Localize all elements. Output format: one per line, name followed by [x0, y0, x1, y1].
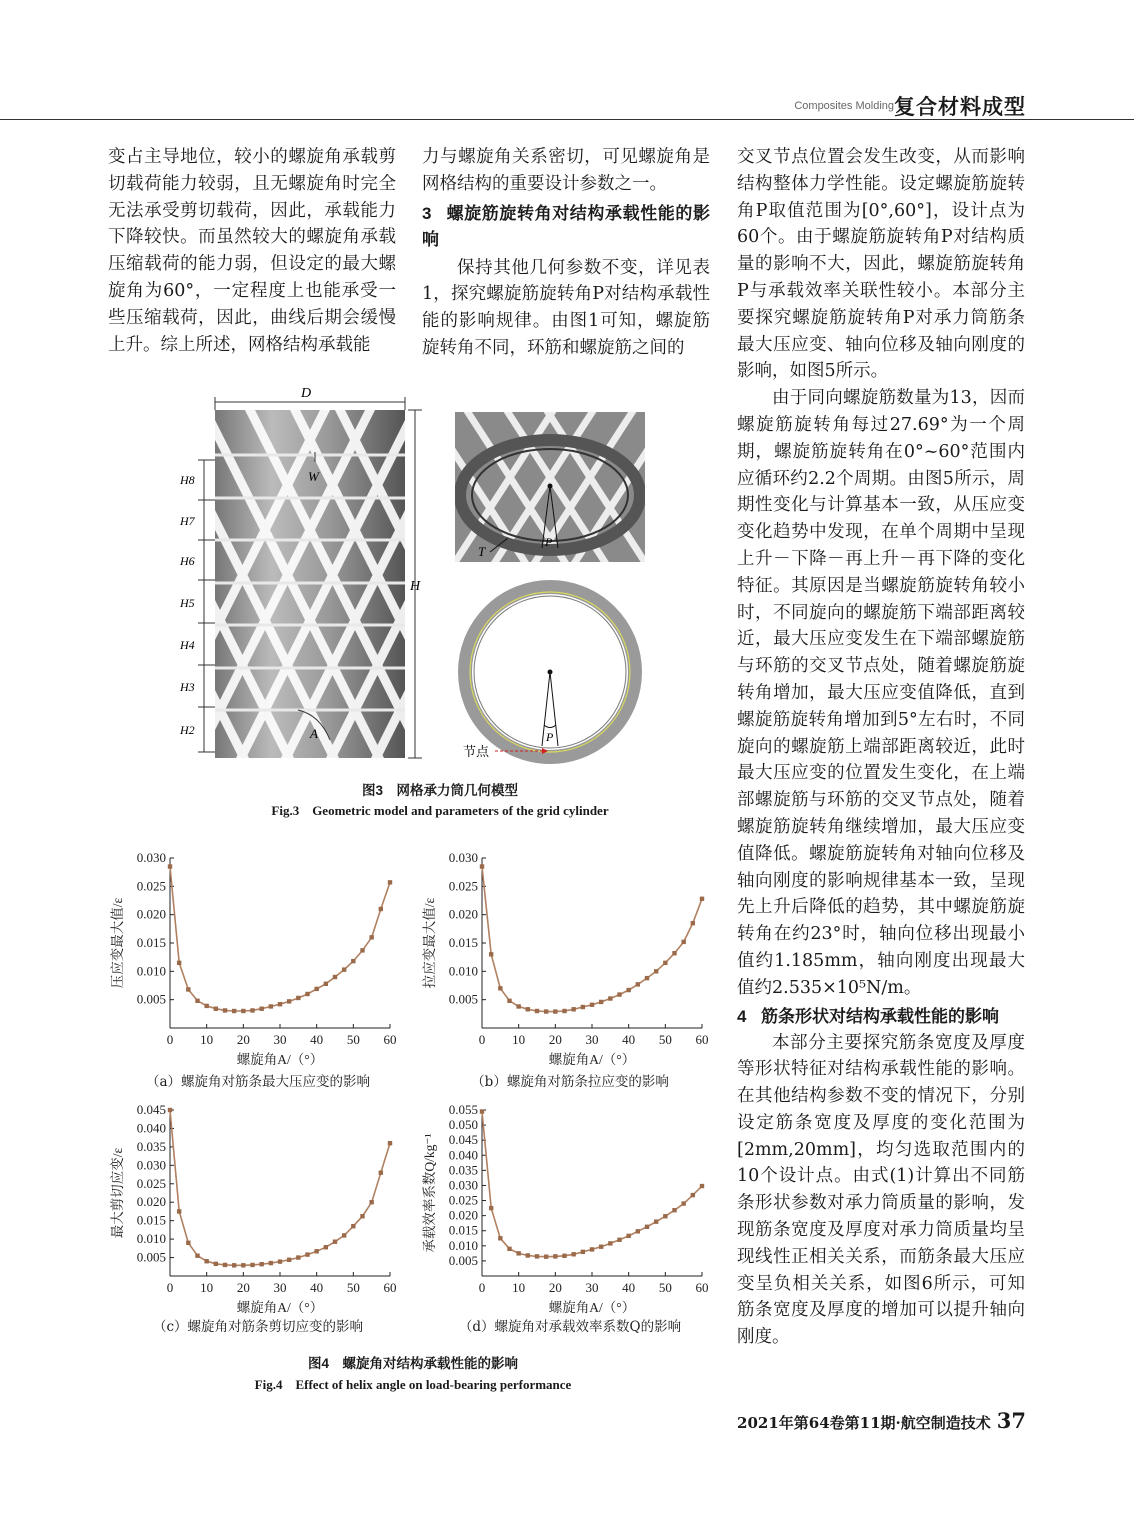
x-axis-label: 螺旋角A/（°） — [236, 1052, 324, 1067]
y-tick-label: 0.020 — [448, 1207, 478, 1223]
figure-3 — [170, 380, 710, 775]
data-point — [553, 1009, 557, 1013]
x-tick-label: 50 — [346, 1032, 360, 1047]
paragraph: 变占主导地位，较小的螺旋角承载剪切载荷能力较弱，且无螺旋角时完全无法承受剪切载荷，因此，承载能力下降较快。而虽然较大的螺旋角承载压缩载荷的能力弱，但设定的最大螺旋角为60°，一定程度上也能承受一些压缩载荷，因此，曲线后期会缓慢上升。综上所述，网格结构承载能 — [108, 147, 396, 355]
y-tick-label: 0.015 — [448, 935, 478, 950]
chart-c-svg — [108, 1100, 408, 1315]
text-column-3 — [737, 144, 1025, 1351]
data-point — [287, 999, 291, 1003]
y-tick-label: 0.045 — [136, 1102, 166, 1117]
y-axis-label: 承载效率系数Q/kg⁻¹ — [422, 1133, 437, 1253]
chart-a-subcaption: （a）螺旋角对筋条最大压应变的影响 — [145, 1074, 371, 1090]
dim-label-h3: H3 — [180, 680, 195, 694]
section-title: 筋条形状对结构承载性能的影响 — [761, 1006, 999, 1026]
header-rule — [0, 119, 1134, 120]
x-tick-label: 10 — [200, 1280, 214, 1295]
y-tick-label: 0.025 — [448, 1192, 478, 1208]
chart-b — [420, 848, 720, 1068]
data-point — [700, 897, 704, 901]
data-point — [581, 1005, 585, 1009]
dim-label-h8: H8 — [180, 473, 195, 487]
section-heading-3 — [422, 201, 710, 253]
x-tick-label: 30 — [585, 1280, 599, 1295]
chart-d-svg — [420, 1100, 720, 1315]
data-point — [700, 1184, 704, 1188]
y-tick-label: 0.040 — [136, 1120, 166, 1136]
y-tick-label: 0.015 — [448, 1222, 478, 1238]
data-point — [498, 986, 502, 990]
dim-label-t: T — [478, 544, 486, 559]
x-tick-label: 20 — [548, 1032, 562, 1047]
data-point — [526, 1007, 530, 1011]
data-point — [672, 951, 676, 955]
data-point — [269, 1004, 273, 1008]
x-axis-label: 螺旋角A/（°） — [548, 1300, 636, 1315]
x-tick-label: 40 — [310, 1280, 324, 1295]
data-point — [626, 1234, 630, 1238]
figure-4-caption-en: Fig.4 Effect of helix angle on load-bearing performance — [254, 1377, 572, 1392]
data-point — [507, 1247, 511, 1251]
x-tick-label: 20 — [236, 1032, 250, 1047]
x-tick-label: 60 — [383, 1280, 397, 1295]
page-number: 37 — [996, 1408, 1026, 1433]
data-point — [489, 1206, 493, 1210]
dim-label-h6: H6 — [180, 554, 195, 568]
data-point — [214, 1262, 218, 1266]
series-line — [170, 867, 390, 1012]
data-point — [645, 1225, 649, 1229]
figure-3-caption-cn: 图3 网格承力筒几何模型 — [361, 783, 518, 798]
x-tick-label: 20 — [236, 1280, 250, 1295]
figure-4-caption-cn: 图4 螺旋角对结构承载性能的影响 — [307, 1356, 518, 1371]
data-point — [259, 1007, 263, 1011]
paragraph: 保持其他几何参数不变，详见表1，探究螺旋筋旋转角P对结构承载性能的影响规律。由图1可知，螺旋筋旋转角不同，环筋和螺旋筋之间的 — [422, 257, 710, 358]
data-point — [223, 1263, 227, 1267]
data-point — [535, 1009, 539, 1013]
data-point — [333, 975, 337, 979]
dim-label-w: W — [308, 469, 319, 484]
y-tick-label: 0.005 — [136, 991, 166, 1007]
data-point — [296, 1255, 300, 1259]
data-point — [636, 982, 640, 986]
series-line — [482, 1112, 702, 1257]
y-tick-label: 0.020 — [136, 906, 166, 922]
figure-3-drawing — [170, 380, 710, 775]
data-point — [223, 1008, 227, 1012]
y-axis-label: 拉应变最大值/ε — [422, 897, 437, 989]
x-tick-label: 10 — [512, 1280, 526, 1295]
data-point — [663, 961, 667, 965]
data-point — [342, 967, 346, 971]
y-tick-label: 0.010 — [448, 963, 478, 979]
data-point — [608, 996, 612, 1000]
data-point — [553, 1254, 557, 1258]
dim-label-h2: H2 — [180, 723, 195, 737]
section-heading-4 — [737, 1004, 1025, 1030]
x-tick-label: 0 — [478, 1280, 486, 1295]
section-number: 4 — [737, 1006, 747, 1026]
series-line — [482, 867, 702, 1012]
data-point — [654, 1219, 658, 1223]
y-tick-label: 0.050 — [448, 1117, 478, 1133]
x-tick-label: 30 — [273, 1280, 287, 1295]
data-point — [599, 1245, 603, 1249]
data-point — [617, 992, 621, 996]
data-point — [626, 988, 630, 992]
dim-label-h7: H7 — [180, 514, 195, 528]
data-point — [562, 1254, 566, 1258]
data-point — [250, 1008, 254, 1012]
data-point — [681, 940, 685, 944]
x-tick-label: 10 — [512, 1032, 526, 1047]
y-tick-label: 0.055 — [448, 1102, 478, 1117]
y-tick-label: 0.020 — [136, 1194, 166, 1210]
y-tick-label: 0.025 — [136, 878, 166, 894]
y-tick-label: 0.010 — [136, 963, 166, 979]
data-point — [177, 961, 181, 965]
data-point — [590, 1003, 594, 1007]
data-point — [544, 1009, 548, 1013]
data-point — [571, 1252, 575, 1256]
y-tick-label: 0.005 — [448, 1252, 478, 1268]
data-point — [232, 1009, 236, 1013]
x-axis-label: 螺旋角A/（°） — [236, 1300, 324, 1315]
journal-name-en: Composites Molding — [794, 100, 894, 112]
y-tick-label: 0.010 — [136, 1231, 166, 1247]
journal-name-cn: 复合材料成型 — [894, 94, 1026, 119]
data-point — [645, 976, 649, 980]
paragraph: 交叉节点位置会发生改变，从而影响结构整体力学性能。设定螺旋筋旋转角P取值范围为[0°,60°]，设计点为60个。由于螺旋筋旋转角P对结构质量的影响不大，因此，螺旋筋旋转角P与承载效率关联性较小。本部分主要探究螺旋筋旋转角P对承力筒筋条最大压应变、轴向位移及轴向刚度的影响，如图5所示。 — [737, 147, 1025, 382]
y-tick-label: 0.005 — [448, 991, 478, 1007]
data-point — [351, 959, 355, 963]
x-tick-label: 0 — [166, 1280, 174, 1295]
chart-c — [108, 1100, 408, 1315]
y-tick-label: 0.020 — [448, 906, 478, 922]
data-point — [663, 1214, 667, 1218]
data-point — [186, 987, 190, 991]
data-point — [535, 1254, 539, 1258]
data-point — [544, 1254, 548, 1258]
data-point — [342, 1233, 346, 1237]
data-point — [168, 1108, 172, 1112]
data-point — [507, 999, 511, 1003]
data-point — [287, 1258, 291, 1262]
paragraph: 由于同向螺旋筋数量为13，因而螺旋筋旋转角每过27.69°为一个周期，螺旋筋旋转角在0°~60°范围内应循环约2.2个周期。由图5所示，周期性变化与计算基本一致，从压应变变化趋势中发现，在单个周期中呈现上升－下降－再上升－再下降的变化特征。其原因是当螺旋筋旋转角较小时，不同旋向的螺旋筋下端部距离较近，最大压应变发生在下端部螺旋筋与环筋的交叉节点处，随着螺旋筋旋转角增加，最大压应变值降低，直到螺旋筋旋转角增加到5°左右时，不同旋向的螺旋筋上端部距离较近，此时最大压应变的位置发生变化，在上端部螺旋筋与环筋的交叉节点处，随着螺旋筋旋转角继续增加，最大压应变值降低。螺旋筋旋转角对轴向位移及轴向刚度的影响规律基本一致，呈现先上升后降低的趋势，其中螺旋筋旋转角在约23°时，轴向位移出现最小值约1.185mm，轴向刚度出现最大值约2.535×10⁵N/m。 — [737, 388, 1025, 998]
data-point — [333, 1239, 337, 1243]
data-point — [305, 1252, 309, 1256]
data-point — [379, 1171, 383, 1175]
data-point — [388, 880, 392, 884]
y-tick-label: 0.005 — [136, 1249, 166, 1265]
y-tick-label: 0.015 — [136, 935, 166, 950]
data-point — [516, 1004, 520, 1008]
data-point — [195, 999, 199, 1003]
data-point — [351, 1224, 355, 1228]
chart-d — [420, 1100, 720, 1315]
page-footer — [737, 1408, 1026, 1433]
x-tick-label: 60 — [695, 1280, 709, 1295]
figure-3-caption-en: Fig.3 Geometric model and parameters of the grid cylinder — [271, 803, 609, 818]
data-point — [608, 1241, 612, 1245]
x-tick-label: 60 — [695, 1032, 709, 1047]
data-point — [599, 1000, 603, 1004]
data-point — [324, 1245, 328, 1249]
y-tick-label: 0.030 — [448, 850, 478, 865]
data-point — [360, 948, 364, 952]
data-point — [204, 1259, 208, 1263]
data-point — [526, 1253, 530, 1257]
y-tick-label: 0.015 — [136, 1212, 166, 1228]
data-point — [654, 969, 658, 973]
x-tick-label: 0 — [166, 1032, 174, 1047]
dim-label-h: H — [410, 579, 421, 594]
y-tick-label: 0.010 — [448, 1237, 478, 1253]
dim-label-p-top: P — [545, 535, 553, 549]
dim-label-a: A — [310, 726, 318, 741]
data-point — [168, 864, 172, 868]
x-tick-label: 30 — [273, 1032, 287, 1047]
x-tick-label: 60 — [383, 1032, 397, 1047]
dim-label-h5: H5 — [180, 596, 195, 610]
dim-label-p-section: P — [546, 730, 554, 744]
series-line — [170, 1110, 390, 1265]
data-point — [369, 935, 373, 939]
data-point — [691, 1193, 695, 1197]
data-point — [681, 1201, 685, 1205]
x-tick-label: 0 — [478, 1032, 486, 1047]
chart-b-svg — [420, 848, 720, 1068]
data-point — [259, 1262, 263, 1266]
data-point — [195, 1254, 199, 1258]
data-point — [324, 982, 328, 986]
data-point — [305, 992, 309, 996]
data-point — [177, 1209, 181, 1213]
y-tick-label: 0.025 — [136, 1175, 166, 1191]
data-point — [388, 1141, 392, 1145]
data-point — [590, 1247, 594, 1251]
dim-label-d: D — [301, 386, 312, 401]
data-point — [672, 1208, 676, 1212]
data-point — [636, 1229, 640, 1233]
x-tick-label: 30 — [585, 1032, 599, 1047]
issue-info: 2021年第64卷第11期·航空制造技术 — [737, 1414, 991, 1432]
text-column-2 — [422, 144, 710, 362]
data-point — [250, 1263, 254, 1267]
y-axis-label: 最大剪切应变/ε — [110, 1147, 125, 1239]
section-title: 螺旋筋旋转角对结构承载性能的影响 — [422, 203, 710, 249]
y-tick-label: 0.030 — [136, 850, 166, 865]
x-tick-label: 10 — [200, 1032, 214, 1047]
data-point — [314, 1249, 318, 1253]
data-point — [571, 1007, 575, 1011]
chart-c-subcaption: （c）螺旋角对筋条剪切应变的影响 — [152, 1319, 364, 1335]
paragraph: 本部分主要探究筋条宽度及厚度等形状特征对结构承载性能的影响。在其他结构参数不变的情况下，分别设定筋条宽度及厚度的变化范围为[2mm,20mm]，均匀选取范围内的10个设计点。由式(1)计算出不同筋条形状参数对承力筒质量的影响，发现筋条宽度及厚度对承力筒质量均呈现线性正相关关系，而筋条最大压应变呈负相关关系，如图6所示，可知筋条宽度及厚度的增加可以提升轴向刚度。 — [737, 1032, 1025, 1348]
data-point — [278, 1259, 282, 1263]
y-tick-label: 0.035 — [136, 1138, 166, 1154]
chart-a — [108, 848, 408, 1068]
data-point — [186, 1241, 190, 1245]
data-point — [691, 921, 695, 925]
chart-a-svg — [108, 848, 408, 1068]
data-point — [516, 1251, 520, 1255]
data-point — [241, 1009, 245, 1013]
data-point — [314, 987, 318, 991]
data-point — [278, 1002, 282, 1006]
data-point — [232, 1263, 236, 1267]
y-tick-label: 0.035 — [448, 1162, 478, 1178]
data-point — [360, 1214, 364, 1218]
x-tick-label: 40 — [310, 1032, 324, 1047]
data-point — [498, 1236, 502, 1240]
x-tick-label: 40 — [622, 1280, 636, 1295]
data-point — [269, 1261, 273, 1265]
data-point — [296, 996, 300, 1000]
x-tick-label: 50 — [658, 1032, 672, 1047]
data-point — [214, 1007, 218, 1011]
data-point — [581, 1250, 585, 1254]
data-point — [480, 864, 484, 868]
y-tick-label: 0.040 — [448, 1147, 478, 1163]
y-tick-label: 0.030 — [448, 1177, 478, 1193]
x-tick-label: 50 — [658, 1280, 672, 1295]
paragraph: 力与螺旋角关系密切，可见螺旋角是网格结构的重要设计参数之一。 — [422, 147, 710, 194]
x-tick-label: 50 — [346, 1280, 360, 1295]
section-number: 3 — [422, 203, 432, 223]
chart-b-subcaption: （b）螺旋角对筋条拉应变的影响 — [471, 1074, 669, 1090]
text-column-1 — [108, 144, 396, 358]
data-point — [379, 907, 383, 911]
y-axis-label: 压应变最大值/ε — [110, 897, 125, 989]
x-tick-label: 20 — [548, 1280, 562, 1295]
dim-label-h4: H4 — [180, 638, 195, 652]
data-point — [480, 1109, 484, 1113]
data-point — [489, 952, 493, 956]
data-point — [369, 1200, 373, 1204]
x-axis-label: 螺旋角A/（°） — [548, 1052, 636, 1067]
data-point — [204, 1004, 208, 1008]
node-label: 节点 — [463, 745, 490, 760]
y-tick-label: 0.030 — [136, 1157, 166, 1173]
x-tick-label: 40 — [622, 1032, 636, 1047]
data-point — [617, 1238, 621, 1242]
y-tick-label: 0.045 — [448, 1132, 478, 1148]
data-point — [241, 1263, 245, 1267]
chart-d-subcaption: （d）螺旋角对承载效率系数Q的影响 — [458, 1319, 682, 1335]
y-tick-label: 0.025 — [448, 878, 478, 894]
data-point — [562, 1009, 566, 1013]
